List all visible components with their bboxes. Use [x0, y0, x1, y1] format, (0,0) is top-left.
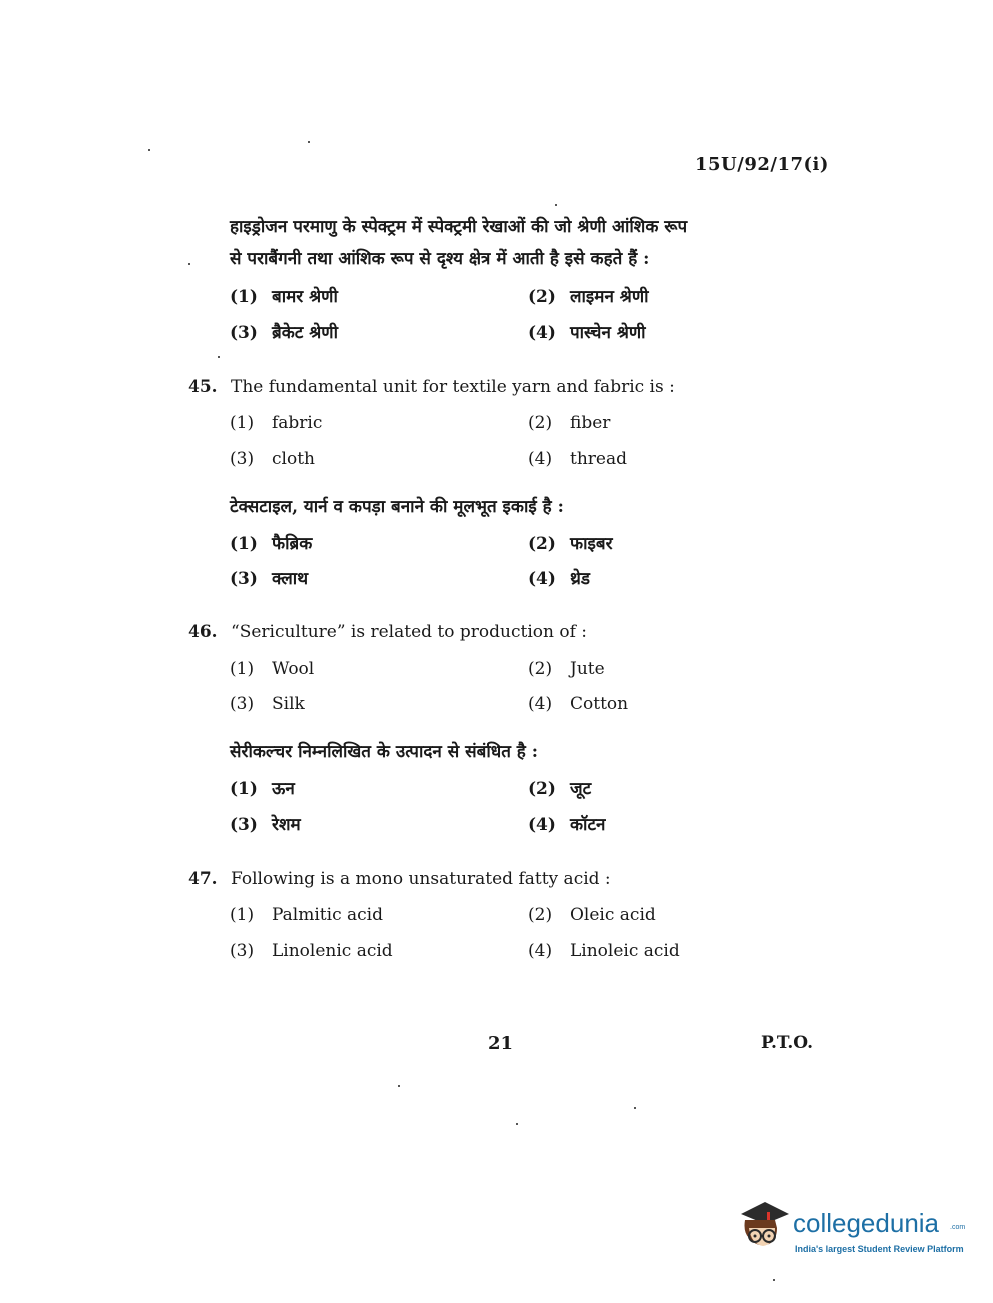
scan-speck — [308, 141, 310, 143]
scan-speck — [516, 1123, 518, 1125]
scan-speck — [773, 1279, 775, 1281]
q46-number: 46. — [188, 622, 218, 642]
q44-hindi-option-4: (4) पास्चेन श्रेणी — [528, 323, 646, 343]
q45-option-3: (3) cloth — [230, 449, 315, 469]
q46-hindi-option-1: (1) ऊन — [230, 779, 295, 799]
collegedunia-mascot-icon — [735, 1198, 793, 1260]
q46-option-2: (2) Jute — [528, 659, 605, 679]
q44-hindi-stem-line2: से पराबैंगनी तथा आंशिक रूप से दृश्य क्षेत्र में आती है इसे कहते हैं : — [230, 249, 650, 269]
q47-option-1: (1) Palmitic acid — [230, 905, 383, 925]
q46-hindi-option-4: (4) कॉटन — [528, 815, 606, 835]
q46-hindi-option-2: (2) जूट — [528, 779, 592, 799]
scan-speck — [218, 356, 220, 358]
scan-speck — [555, 204, 557, 206]
scan-speck — [188, 263, 190, 265]
q47-number: 47. — [188, 869, 218, 889]
q45-option-1: (1) fabric — [230, 413, 323, 433]
q44-hindi-option-1: (1) बामर श्रेणी — [230, 287, 338, 307]
scan-speck — [398, 1085, 400, 1087]
q44-hindi-stem-line1: हाइड्रोजन परमाणु के स्पेक्ट्रम में स्पेक्ट्रमी रेखाओं की जो श्रेणी आंशिक रूप — [230, 217, 688, 237]
scan-speck — [148, 149, 150, 151]
q45-hindi-option-4: (4) थ्रेड — [528, 569, 590, 589]
pto-label: P.T.O. — [761, 1033, 813, 1053]
q46-hindi-stem: सेरीकल्चर निम्नलिखित के उत्पादन से संबंधित है : — [230, 742, 539, 762]
q44-hindi-option-2: (2) लाइमन श्रेणी — [528, 287, 649, 307]
q45-option-2: (2) fiber — [528, 413, 611, 433]
q45-hindi-option-2: (2) फाइबर — [528, 534, 613, 554]
q46-option-4: (4) Cotton — [528, 694, 629, 714]
q45-stem: The fundamental unit for textile yarn and fabric is : — [231, 377, 675, 397]
q45-number: 45. — [188, 377, 218, 397]
q45-hindi-stem: टेक्सटाइल, यार्न व कपड़ा बनाने की मूलभूत इकाई है : — [230, 497, 564, 517]
page-number: 21 — [488, 1033, 514, 1054]
scan-speck — [634, 1107, 636, 1109]
q44-hindi-option-3: (3) ब्रैकेट श्रेणी — [230, 323, 338, 343]
q45-hindi-option-1: (1) फैब्रिक — [230, 534, 313, 554]
q46-option-3: (3) Silk — [230, 694, 305, 714]
q45-hindi-option-3: (3) क्लाथ — [230, 569, 309, 589]
q45-option-4: (4) thread — [528, 449, 627, 469]
q46-hindi-option-3: (3) रेशम — [230, 815, 301, 835]
collegedunia-logo-text: collegedunia — [793, 1208, 940, 1238]
paper-code: 15U/92/17(i) — [695, 154, 829, 175]
q47-stem: Following is a mono unsaturated fatty acid : — [231, 869, 611, 889]
collegedunia-logo-suffix: .com — [950, 1224, 966, 1231]
q47-option-4: (4) Linoleic acid — [528, 941, 680, 961]
q47-option-2: (2) Oleic acid — [528, 905, 656, 925]
q46-stem: “Sericulture” is related to production of : — [231, 622, 588, 642]
q47-option-3: (3) Linolenic acid — [230, 941, 393, 961]
q46-option-1: (1) Wool — [230, 659, 315, 679]
collegedunia-tagline: India's largest Student Review Platform — [795, 1244, 964, 1254]
